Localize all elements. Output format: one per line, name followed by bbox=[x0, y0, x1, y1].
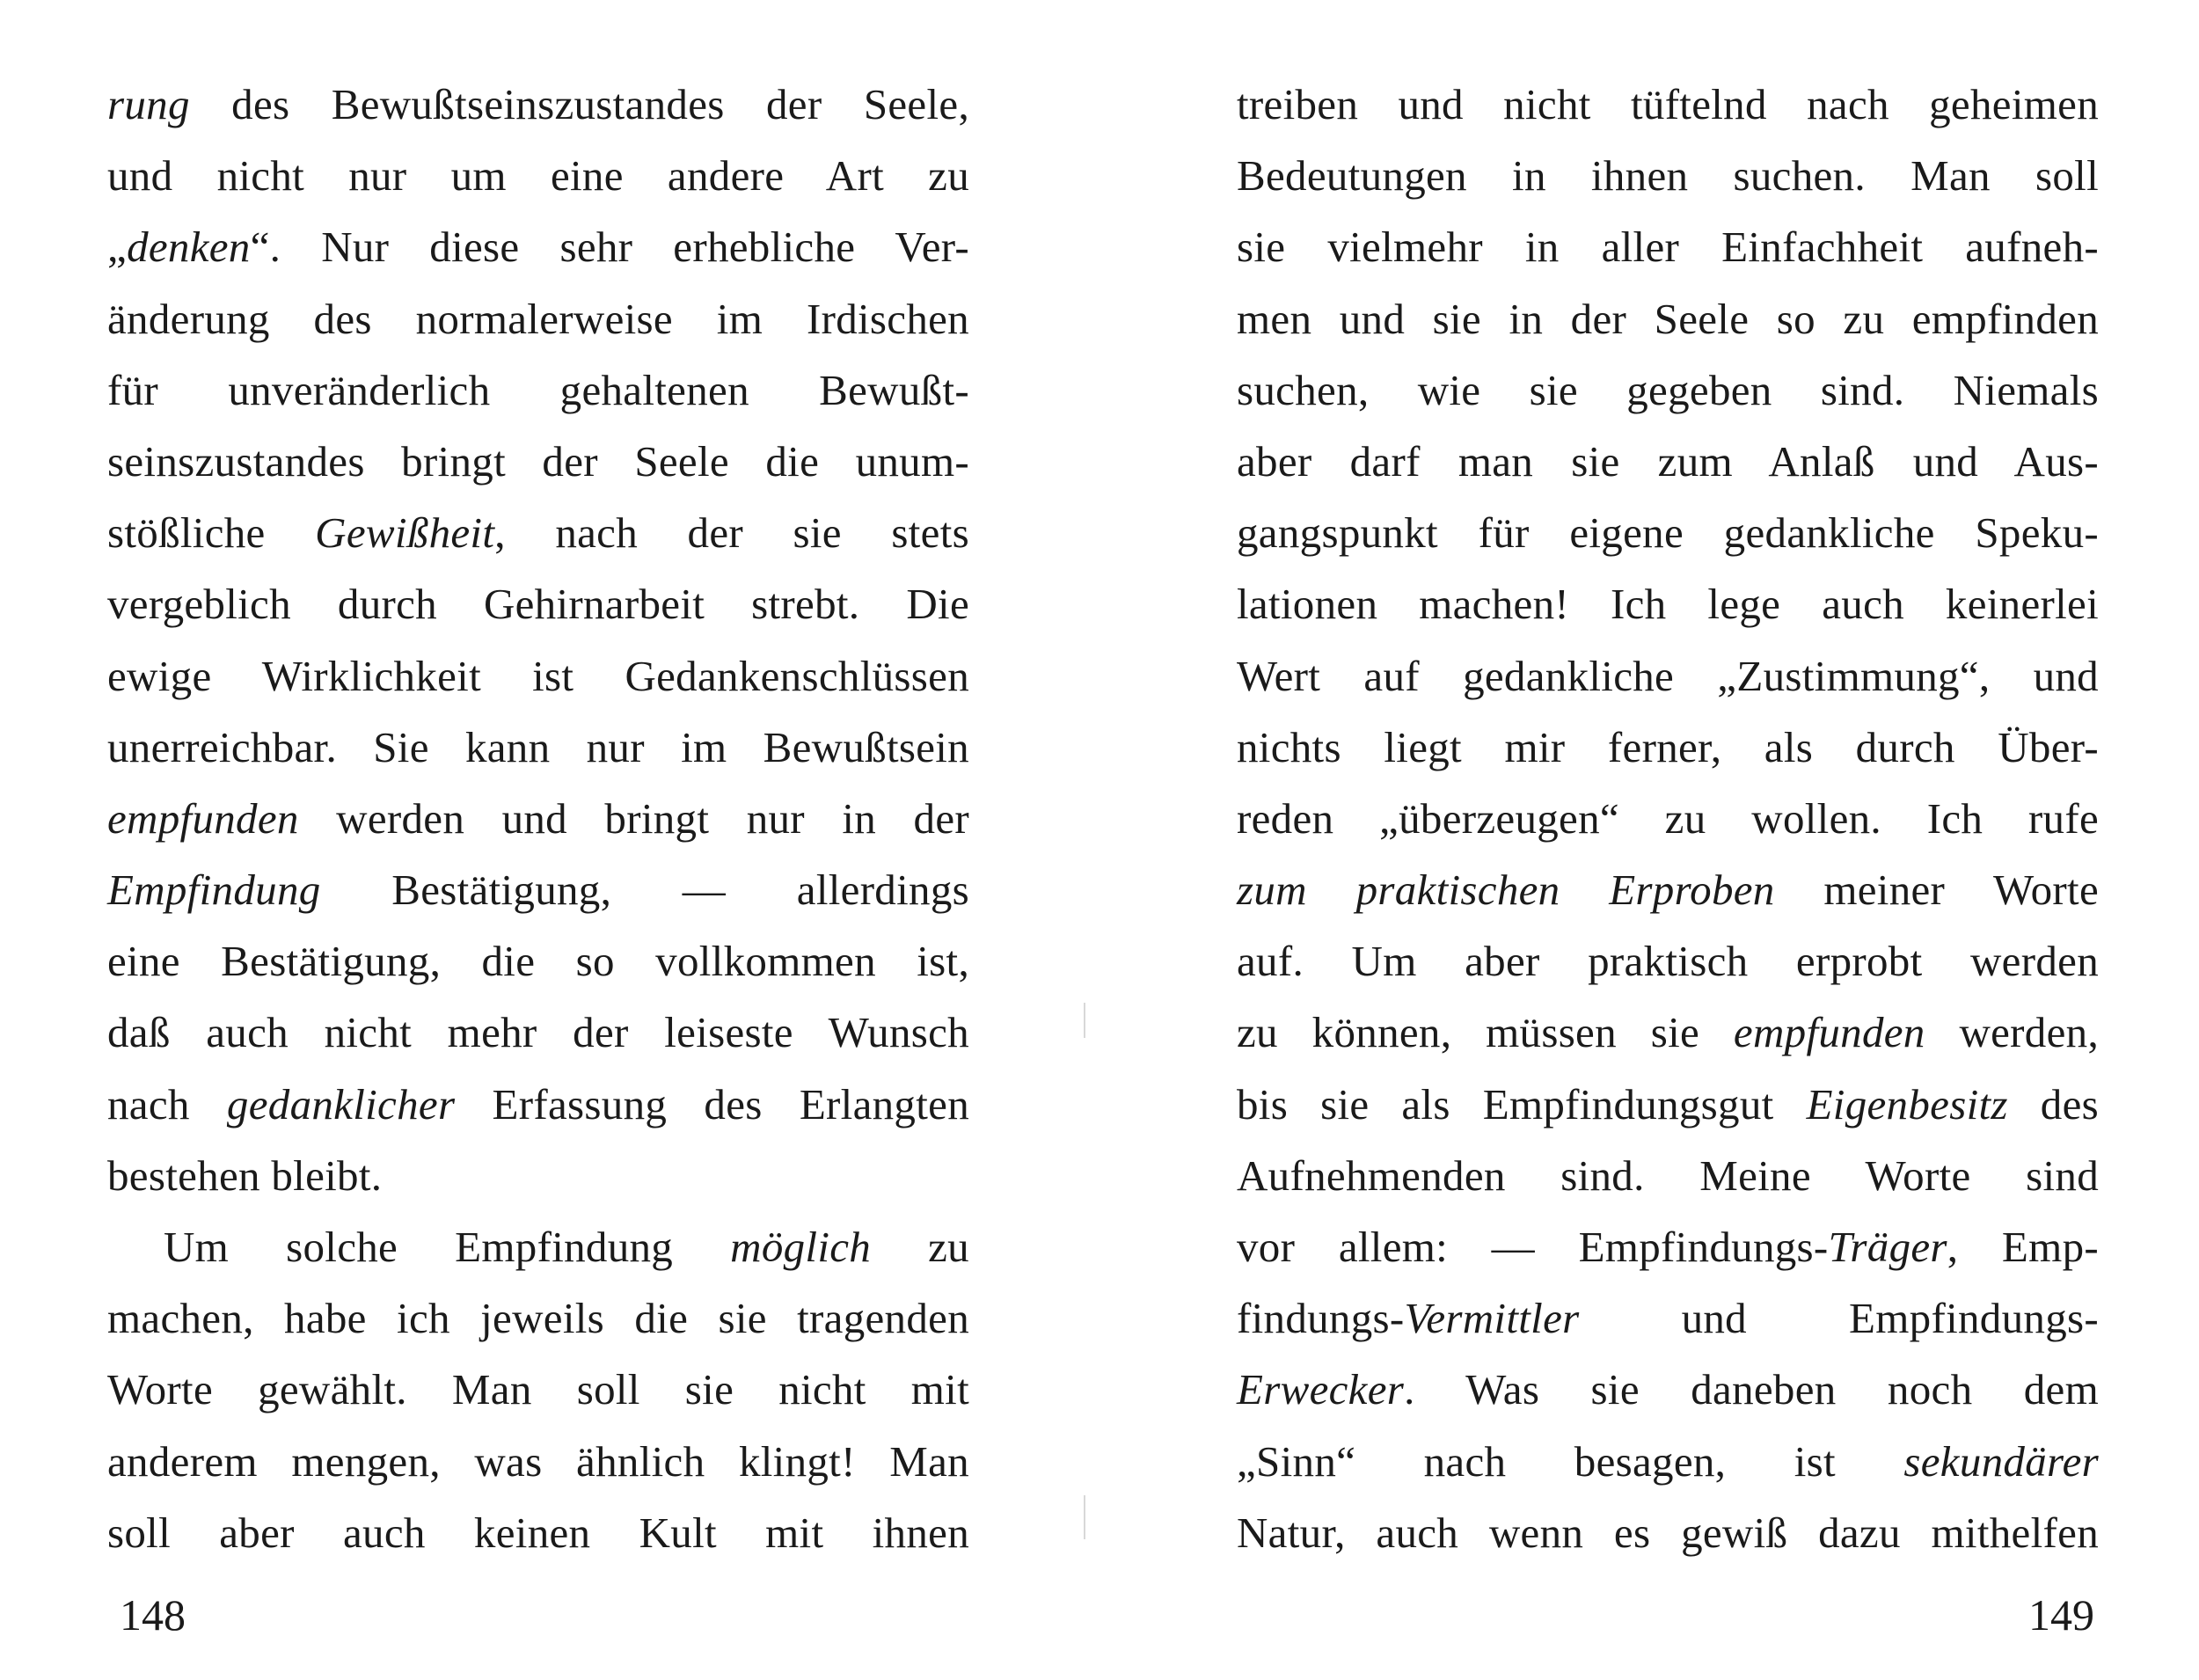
text-run: ewige Wirklichkeit ist Gedankenschlüssen bbox=[107, 651, 969, 700]
text-line bbox=[1237, 1140, 2099, 1211]
italic-text: möglich bbox=[730, 1223, 872, 1271]
text-run: , nach der sie stets bbox=[494, 508, 969, 558]
text-run: gangspunkt für eigene gedankliche Speku- bbox=[1237, 508, 2099, 558]
text-run: „Sinn“ nach besagen, ist bbox=[1237, 1436, 1904, 1486]
text-line bbox=[1237, 211, 2099, 282]
italic-text: denken bbox=[127, 223, 251, 272]
text-run: seinszustandes bringt der Seele die unum- bbox=[107, 436, 969, 486]
text-line bbox=[107, 640, 969, 712]
text-run: unerreichbar. Sie kann nur im Bewußtsein bbox=[107, 722, 969, 771]
italic-text: zum praktischen Erproben bbox=[1237, 866, 1775, 915]
text-run: auf. Um aber praktisch erprobt werden bbox=[1237, 937, 2099, 986]
text-run: anderem mengen, was ähnlich klingt! Man bbox=[107, 1436, 969, 1486]
italic-text: rung bbox=[107, 80, 190, 128]
text-run: nichts liegt mir ferner, als durch Über- bbox=[1237, 722, 2099, 771]
text-line bbox=[1237, 497, 2099, 568]
italic-text: empfunden bbox=[107, 793, 299, 843]
italic-text: Erwecker bbox=[1237, 1365, 1405, 1414]
text-line bbox=[1237, 712, 2099, 783]
text-run: treiben und nicht tüftelnd nach geheimen bbox=[1237, 80, 2099, 128]
text-run: findungs- bbox=[1237, 1294, 1405, 1343]
text-line bbox=[1237, 69, 2099, 140]
text-line bbox=[107, 283, 969, 354]
text-line bbox=[107, 1282, 969, 1354]
text-line bbox=[107, 211, 969, 282]
text-line bbox=[107, 1354, 969, 1425]
text-line bbox=[1237, 1069, 2099, 1140]
text-run: stößliche bbox=[107, 508, 316, 558]
text-run: . Was sie daneben noch dem bbox=[1404, 1365, 2099, 1414]
text-run: sie vielmehr in aller Einfachheit aufneh- bbox=[1237, 223, 2099, 272]
text-run: zu bbox=[871, 1223, 969, 1271]
italic-text: Eigenbesitz bbox=[1806, 1079, 2008, 1129]
text-run: suchen, wie sie gegeben sind. Niemals bbox=[1237, 365, 2099, 414]
text-run: für unveränderlich gehaltenen Bewußt- bbox=[107, 365, 969, 414]
text-run: des Bewußtseinszustandes der Seele, bbox=[189, 80, 969, 128]
text-line bbox=[107, 1140, 969, 1211]
text-run: nach bbox=[107, 1079, 227, 1129]
text-run: zu können, müssen sie bbox=[1237, 1008, 1734, 1057]
text-run: men und sie in der Seele so zu empfinden bbox=[1237, 294, 2099, 343]
text-line bbox=[107, 1426, 969, 1497]
text-line bbox=[107, 426, 969, 497]
text-run: “. Nur diese sehr erhebliche Ver- bbox=[250, 223, 969, 272]
text-run: soll aber auch keinen Kult mit ihnen bbox=[107, 1508, 969, 1557]
text-run: vor allem: — Empfindungs- bbox=[1237, 1223, 1829, 1271]
text-run: daß auch nicht mehr der leiseste Wunsch bbox=[107, 1008, 969, 1057]
text-run: des bbox=[2007, 1079, 2099, 1129]
text-run: Aufnehmenden sind. Meine Worte sind bbox=[1237, 1150, 2099, 1200]
italic-text: empfunden bbox=[1733, 1008, 1925, 1057]
text-run: Natur, auch wenn es gewiß dazu mithelfen bbox=[1237, 1508, 2099, 1557]
text-run: Um solche Empfindung bbox=[164, 1223, 731, 1271]
text-line bbox=[1237, 1354, 2099, 1425]
left-page-number: 148 bbox=[120, 1590, 186, 1640]
text-line bbox=[107, 1497, 969, 1568]
text-line bbox=[107, 1211, 969, 1282]
text-run: , Emp- bbox=[1947, 1223, 2099, 1271]
text-run: lationen machen! Ich lege auch keinerlei bbox=[1237, 580, 2099, 629]
text-run: machen, habe ich jeweils die sie tragenden bbox=[107, 1294, 969, 1343]
italic-text: Gewißheit bbox=[315, 508, 495, 558]
text-run: Bestätigung, — allerdings bbox=[320, 866, 969, 915]
text-line bbox=[107, 997, 969, 1068]
text-line bbox=[1237, 354, 2099, 426]
text-run: Wert auf gedankliche „Zustimmung“, und bbox=[1237, 651, 2099, 700]
text-run: Worte gewählt. Man soll sie nicht mit bbox=[107, 1365, 969, 1414]
text-line bbox=[107, 140, 969, 211]
text-run: reden „überzeugen“ zu wollen. Ich rufe bbox=[1237, 793, 2099, 843]
text-run: Erfassung des Erlangten bbox=[455, 1079, 969, 1129]
text-line bbox=[1237, 925, 2099, 997]
text-run: Bedeutungen in ihnen suchen. Man soll bbox=[1237, 151, 2099, 201]
italic-text: sekundärer bbox=[1903, 1436, 2099, 1486]
left-page-body bbox=[107, 69, 969, 1634]
text-line bbox=[1237, 1497, 2099, 1568]
text-run: bestehen bleibt. bbox=[107, 1150, 383, 1200]
text-line bbox=[107, 69, 969, 140]
text-run: bis sie als Empfindungsgut bbox=[1237, 1079, 1807, 1129]
text-line bbox=[1237, 854, 2099, 925]
text-line bbox=[107, 783, 969, 854]
text-run: „ bbox=[107, 223, 128, 272]
right-page-number: 149 bbox=[2028, 1590, 2094, 1640]
text-line bbox=[1237, 140, 2099, 211]
text-line bbox=[107, 497, 969, 568]
text-run: änderung des normalerweise im Irdischen bbox=[107, 294, 969, 343]
italic-text: gedanklicher bbox=[226, 1079, 456, 1129]
text-line bbox=[1237, 1211, 2099, 1282]
text-line bbox=[107, 854, 969, 925]
text-run: eine Bestätigung, die so vollkommen ist, bbox=[107, 937, 969, 986]
italic-text: Träger bbox=[1828, 1223, 1947, 1271]
text-line bbox=[1237, 1426, 2099, 1497]
text-run: werden, bbox=[1925, 1008, 2099, 1057]
italic-text: Vermittler bbox=[1404, 1294, 1580, 1343]
text-line bbox=[1237, 283, 2099, 354]
text-run: und Empfindungs- bbox=[1579, 1294, 2099, 1343]
italic-text: Empfindung bbox=[107, 866, 321, 915]
text-line bbox=[107, 568, 969, 639]
text-line bbox=[107, 712, 969, 783]
text-line bbox=[1237, 640, 2099, 712]
text-line bbox=[107, 925, 969, 997]
gutter-mark bbox=[1084, 1495, 1085, 1539]
text-line bbox=[1237, 568, 2099, 639]
text-line bbox=[1237, 997, 2099, 1068]
gutter-mark bbox=[1084, 1003, 1085, 1038]
text-run: vergeblich durch Gehirnarbeit strebt. Die bbox=[107, 580, 969, 629]
text-line bbox=[1237, 1282, 2099, 1354]
text-line bbox=[107, 354, 969, 426]
text-line bbox=[1237, 426, 2099, 497]
text-run: und nicht nur um eine andere Art zu bbox=[107, 151, 969, 201]
text-run: werden und bringt nur in der bbox=[298, 793, 969, 843]
text-run: aber darf man sie zum Anlaß und Aus- bbox=[1237, 436, 2099, 486]
text-run: meiner Worte bbox=[1774, 866, 2100, 915]
right-page-body bbox=[1237, 69, 2099, 1634]
text-line bbox=[107, 1069, 969, 1140]
text-line bbox=[1237, 783, 2099, 854]
